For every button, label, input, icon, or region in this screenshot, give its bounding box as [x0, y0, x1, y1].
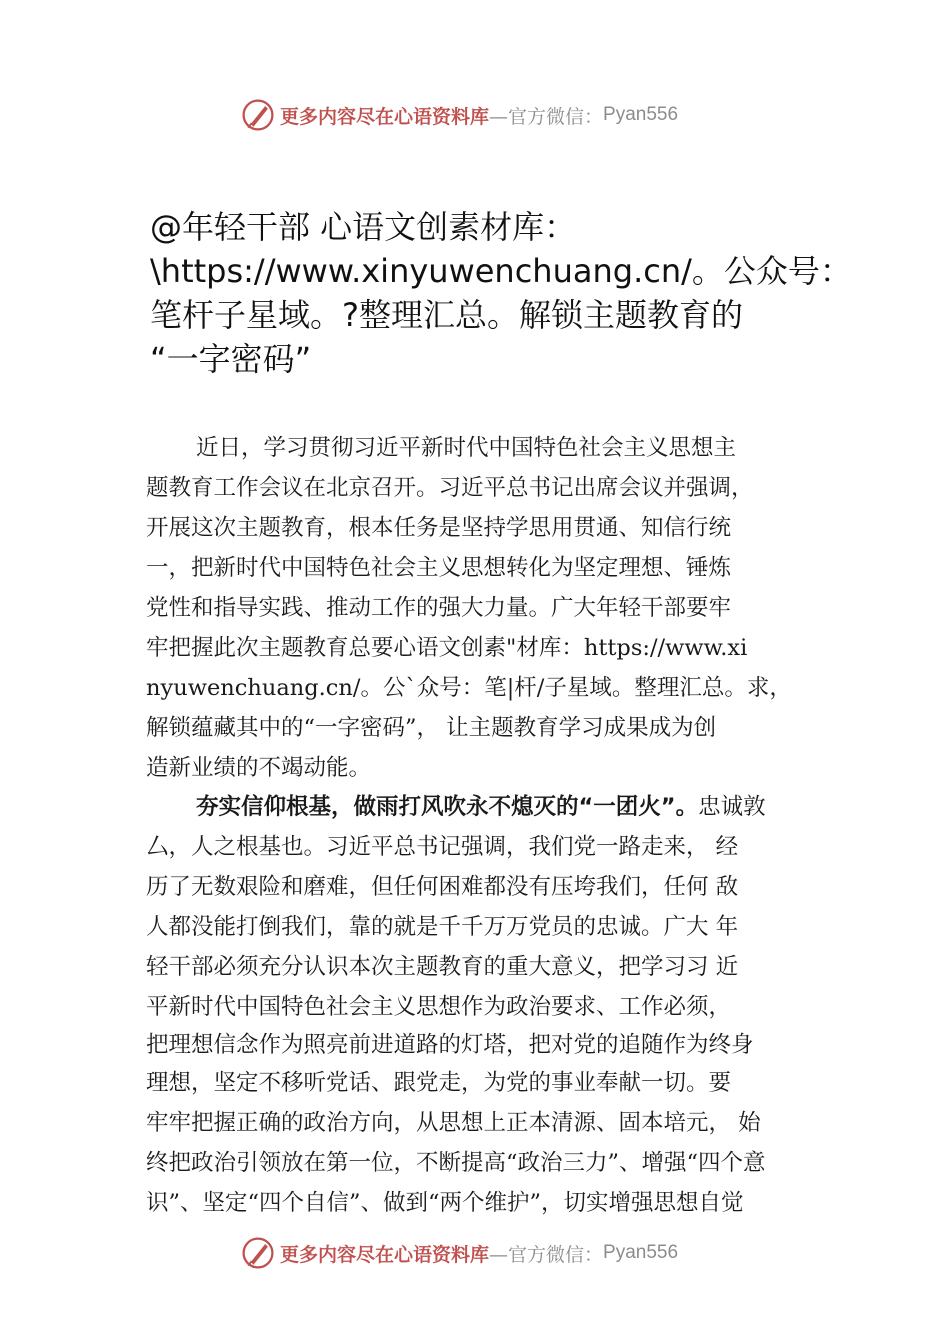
- title-line: @年轻干部 心语文创素材库：: [150, 208, 577, 246]
- body-line: 开展这次主题教育，根本任务是坚持学思用贯通、知信行统: [146, 515, 732, 541]
- body-line: 一，把新时代中国特色社会主义思想转化为坚定理想、锤炼: [146, 555, 732, 581]
- pen-seal-logo-icon: [240, 1235, 276, 1271]
- document-title: [150, 205, 910, 381]
- pen-seal-logo-icon: [240, 97, 276, 133]
- body-line: 厶，人之根基也。习近平总书记强调，我们党一路走来， 经: [146, 834, 739, 860]
- body-line: 牢把握此次主题教育总要心语文创素"材库：https://www.xi: [146, 635, 748, 661]
- body-line: 终把政治引领放在第一位，不断提高“政治三力”、增强“四个意: [146, 1150, 766, 1176]
- body-line: 轻干部必须充分认识本次主题教育的重大意义，把学习习 近: [146, 954, 739, 980]
- footer-banner: [240, 1233, 760, 1273]
- body-line: 平新时代中国特色社会主义思想作为政治要求、工作必须，: [146, 994, 732, 1020]
- banner-brand-text: 更多内容尽在心语资料库: [280, 105, 490, 128]
- body-line: 牢牢把握正确的政治方向，从思想上正本清源、固本培元， 始: [146, 1110, 761, 1136]
- title-line: \https://www.xinyuwenchuang.cn/。公众号：: [150, 252, 852, 290]
- body-line: 把理想信念作为照亮前进道路的灯塔，把对党的追随作为终身: [146, 1032, 754, 1058]
- body-line: 党性和指导实践、推动工作的强大力量。广大年轻干部要牢: [146, 595, 732, 621]
- body-line: nyuwenchuang.cn/。公`众号：笔|杆/子星域。整理汇总。求，: [146, 675, 792, 701]
- title-line: 笔杆子星域。?整理汇总。解锁主题教育的: [150, 296, 743, 334]
- header-banner: [240, 95, 760, 135]
- heading-tail-text: 忠诚敦: [698, 794, 766, 820]
- body-line: 造新业绩的不竭动能。: [146, 755, 372, 781]
- body-line: 解锁蕴藏其中的“一字密码”， 让主题教育学习成果成为创: [146, 715, 717, 741]
- banner-wechat-id: Pyan556: [603, 104, 679, 125]
- body-line: 理想，坚定不移听党话、跟党走，为党的事业奉献一切。要: [146, 1070, 732, 1096]
- title-line: “一字密码”: [150, 340, 312, 378]
- body-line: 题教育工作会议在北京召开。习近平总书记出席会议并强调，: [146, 475, 754, 501]
- banner-wechat-label: —官方微信：: [489, 1243, 604, 1266]
- body-line: 人都没能打倒我们，靠的就是千千万万党员的忠诚。广大 年: [146, 914, 739, 940]
- body-line: 识”、坚定“四个自信”、做到“两个维护”，切实增强思想自觉: [146, 1190, 744, 1216]
- banner-wechat-id: Pyan556: [603, 1242, 679, 1263]
- section-heading: 夯实信仰根基，做雨打风吹永不熄灭的“一团火”。: [196, 794, 699, 820]
- body-line: 近日，学习贯彻习近平新时代中国特色社会主义思想主: [196, 435, 737, 461]
- body-line: [196, 792, 896, 822]
- body-line: 历了无数艰险和磨难，但任何困难都没有压垮我们，任何 敌: [146, 874, 739, 900]
- banner-wechat-label: —官方微信：: [489, 105, 604, 128]
- banner-brand-text: 更多内容尽在心语资料库: [280, 1243, 490, 1266]
